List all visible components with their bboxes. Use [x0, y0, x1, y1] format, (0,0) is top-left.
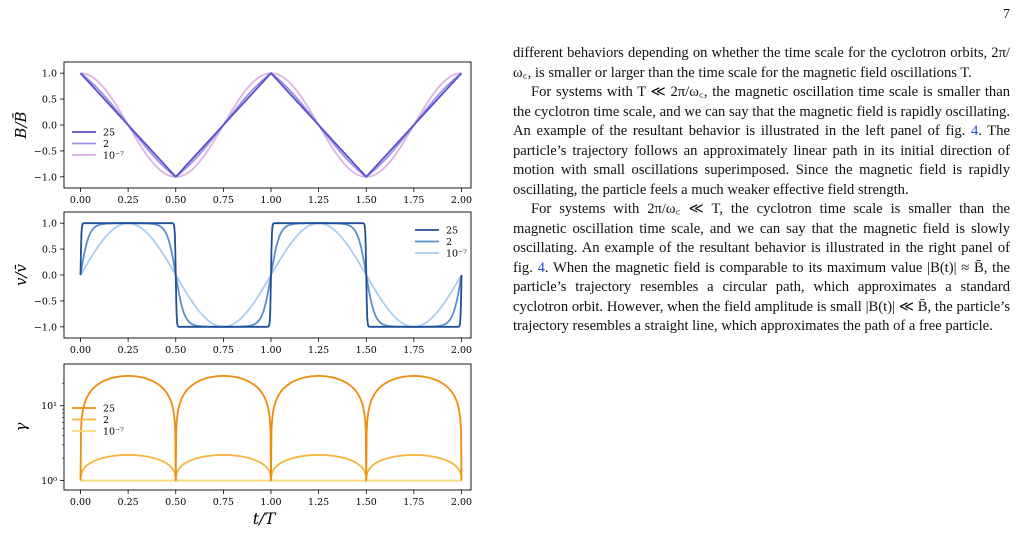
- series-line-2: [81, 73, 462, 177]
- x-tick-label: 1.00: [260, 497, 282, 508]
- x-tick-label: 1.75: [403, 345, 425, 356]
- paragraph-3: [513, 200, 1010, 337]
- x-tick-label: 0.50: [165, 497, 187, 508]
- series-line-1: [81, 73, 462, 177]
- panel-magnetic-field: [12, 62, 472, 206]
- legend-label: 2: [103, 415, 110, 426]
- x-tick-label: 0.00: [69, 345, 92, 356]
- panel-gamma: [12, 364, 472, 508]
- figure-reference-link[interactable]: 4: [537, 259, 545, 276]
- legend-label: 10⁻⁷: [103, 150, 124, 162]
- paragraph-2: [513, 83, 1010, 200]
- x-tick-label: 1.75: [403, 195, 425, 206]
- y-axis-label: B/B̄: [12, 111, 30, 139]
- x-tick-label: 0.00: [69, 497, 92, 508]
- series-line-0: [81, 376, 462, 481]
- y-tick-label: −1.0: [33, 172, 57, 184]
- plot-frame: [64, 212, 471, 338]
- x-tick-label: 1.75: [403, 497, 425, 508]
- y-tick-label: 1.0: [41, 68, 57, 80]
- y-tick-label: 1.0: [41, 218, 57, 230]
- legend-label: 25: [103, 403, 116, 415]
- plot-frame: [64, 364, 471, 490]
- legend-label: 10⁻⁷: [103, 426, 124, 438]
- plot-frame: [64, 62, 471, 188]
- paragraph-2-text-b: . The particle’s trajectory follows an approximately linear path in its initial direction of motion with small oscillations superimposed. Since the magnetic field is rapidly oscillating, the particle feels a much weaker effective field strength.: [513, 123, 1010, 198]
- series-line-0: [81, 73, 462, 177]
- x-tick-label: 1.25: [308, 497, 330, 508]
- y-tick-label: −0.5: [33, 296, 57, 308]
- paragraph-3-text-a: For systems with 2π/ω꜀ ≪ T, the cyclotron time scale is smaller than the magnetic oscillation time scale, and we can say that the magnetic field is slowly oscillating. An example of the resultant behavior is illustrated in the right panel of fig.: [513, 201, 1010, 276]
- x-tick-label: 0.75: [212, 497, 234, 508]
- x-tick-label: 1.50: [355, 345, 377, 356]
- x-tick-label: 2.00: [450, 345, 473, 356]
- paragraph-3-text-b: . When the magnetic field is comparable to its maximum value |B(t)| ≈ B̄, the particle’s trajectory resembles a circular path, which approximates a standard cyclotron orbit. However, when the field amplitude is small |B(t)| ≪ B̄, the particle’s trajectory resembles a straight line, which approximates the path of a free particle.: [513, 259, 1010, 334]
- x-tick-label: 0.75: [212, 195, 234, 206]
- figure-reference-link[interactable]: 4: [970, 123, 979, 139]
- x-tick-label: 0.50: [165, 345, 187, 356]
- y-tick-label: 0.5: [41, 94, 57, 106]
- x-tick-label: 1.50: [355, 497, 377, 508]
- legend-label: 10⁻⁷: [446, 248, 467, 260]
- x-tick-label: 1.50: [355, 195, 377, 206]
- x-tick-label: 0.25: [117, 195, 139, 206]
- x-tick-label: 0.25: [117, 497, 139, 508]
- legend-label: 25: [103, 127, 116, 139]
- y-axis-label: γ: [12, 422, 30, 432]
- y-tick-label: 0.0: [41, 120, 57, 132]
- x-tick-label: 0.75: [212, 345, 234, 356]
- x-tick-label: 2.00: [450, 497, 473, 508]
- x-axis-label: t/T: [252, 509, 276, 528]
- body-text: [513, 44, 1010, 337]
- y-tick-label: 0.0: [41, 270, 57, 282]
- y-tick-label: 10⁰: [41, 476, 57, 488]
- x-tick-label: 0.25: [117, 345, 139, 356]
- x-tick-label: 1.25: [308, 345, 330, 356]
- x-tick-label: 1.25: [308, 195, 330, 206]
- y-tick-label: −1.0: [33, 322, 57, 334]
- figure: [0, 0, 505, 541]
- page-number: 7: [1003, 7, 1010, 22]
- y-tick-label: 10¹: [41, 401, 57, 413]
- series-line-0: [81, 223, 462, 327]
- x-tick-label: 2.00: [450, 195, 473, 206]
- y-axis-label: v/v̄: [12, 263, 30, 287]
- panel-velocity: [12, 212, 472, 356]
- y-tick-label: 0.5: [41, 244, 57, 256]
- x-tick-label: 1.00: [260, 195, 282, 206]
- x-tick-label: 0.00: [69, 195, 92, 206]
- legend-label: 25: [446, 225, 459, 237]
- legend-label: 2: [446, 237, 453, 248]
- paragraph-1: different behaviors depending on whether the time scale for the cyclotron orbits, 2π/ω꜀, is smaller or larger than the time scale for the magnetic field oscillations T.: [513, 45, 1010, 81]
- paragraph-2-text-a: For systems with T ≪ 2π/ω꜀, the magnetic oscillation time scale is smaller than the cyclotron time scale, and we can say that the magnetic field is rapidly oscillating. An example of the resultant behavior is illustrated in the left panel of fig.: [513, 84, 1010, 139]
- x-tick-label: 0.50: [165, 195, 187, 206]
- legend-label: 2: [103, 139, 110, 150]
- x-tick-label: 1.00: [260, 345, 282, 356]
- y-tick-label: −0.5: [33, 146, 57, 158]
